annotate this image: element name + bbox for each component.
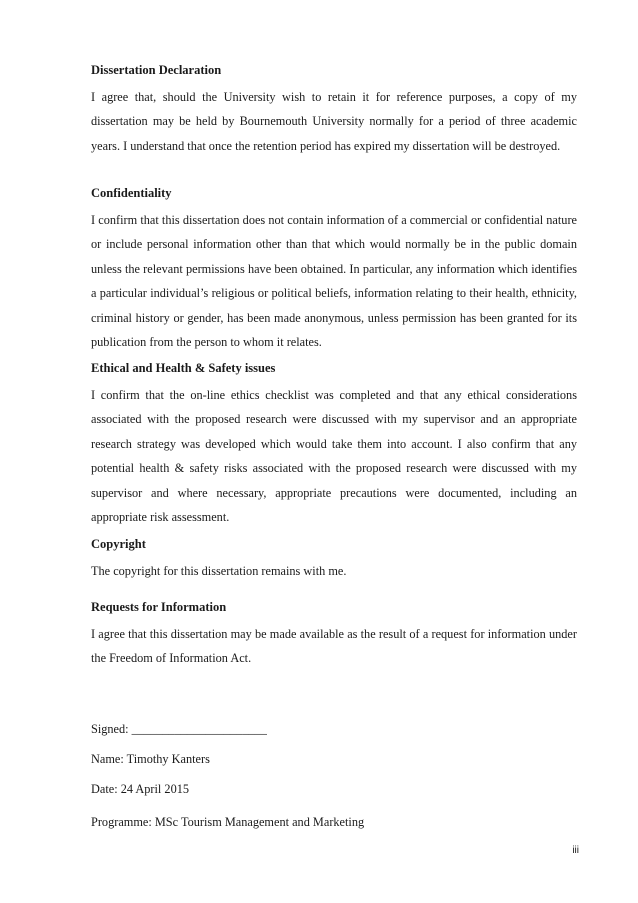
heading-dissertation-declaration: Dissertation Declaration [91, 63, 222, 77]
date-line: Date: 24 April 2015 [91, 782, 190, 796]
heading-ethical-health-safety: Ethical and Health & Safety issues [91, 361, 276, 375]
paragraph-ethical-health-safety: I confirm that the on-line ethics checklist was completed and that any ethical considerations associated with the proposed research were discussed with my supervisor and an appropriate research strategy was developed which would take them into account. I also confirm that any potential health & safety risks associated with the proposed research were discussed with my supervisor and where necessary, appropriate precautions were documented, including an appropriate risk assessment. [91, 388, 577, 525]
paragraph-requests-for-information: I agree that this dissertation may be made available as the result of a request for information under the Freedom of Information Act. [91, 627, 577, 666]
signed-line: Signed: ______________________ [91, 722, 267, 736]
paragraph-confidentiality: I confirm that this dissertation does not contain information of a commercial or confidential nature or include personal information other than that which would normally be in the public domain unless the relevant permissions have been obtained. In particular, any information which identifies a particular individual’s religious or political beliefs, information relating to their health, ethnicity, criminal history or gender, has been made anonymous, unless permission has been granted for its publication from the person to whom it relates. [91, 213, 577, 350]
heading-copyright: Copyright [91, 537, 146, 551]
paragraph-copyright: The copyright for this dissertation remains with me. [91, 564, 347, 578]
paragraph-dissertation-declaration: I agree that, should the University wish to retain it for reference purposes, a copy of my dissertation may be held by Bournemouth University normally for a period of three academic years. I understand that once the retention period has expired my dissertation will be destroyed. [91, 90, 577, 153]
name-line: Name: Timothy Kanters [91, 752, 210, 766]
heading-requests-for-information: Requests for Information [91, 600, 227, 614]
page-number: iii [572, 845, 579, 856]
heading-confidentiality: Confidentiality [91, 186, 172, 200]
programme-line: Programme: MSc Tourism Management and Marketing [91, 815, 365, 829]
